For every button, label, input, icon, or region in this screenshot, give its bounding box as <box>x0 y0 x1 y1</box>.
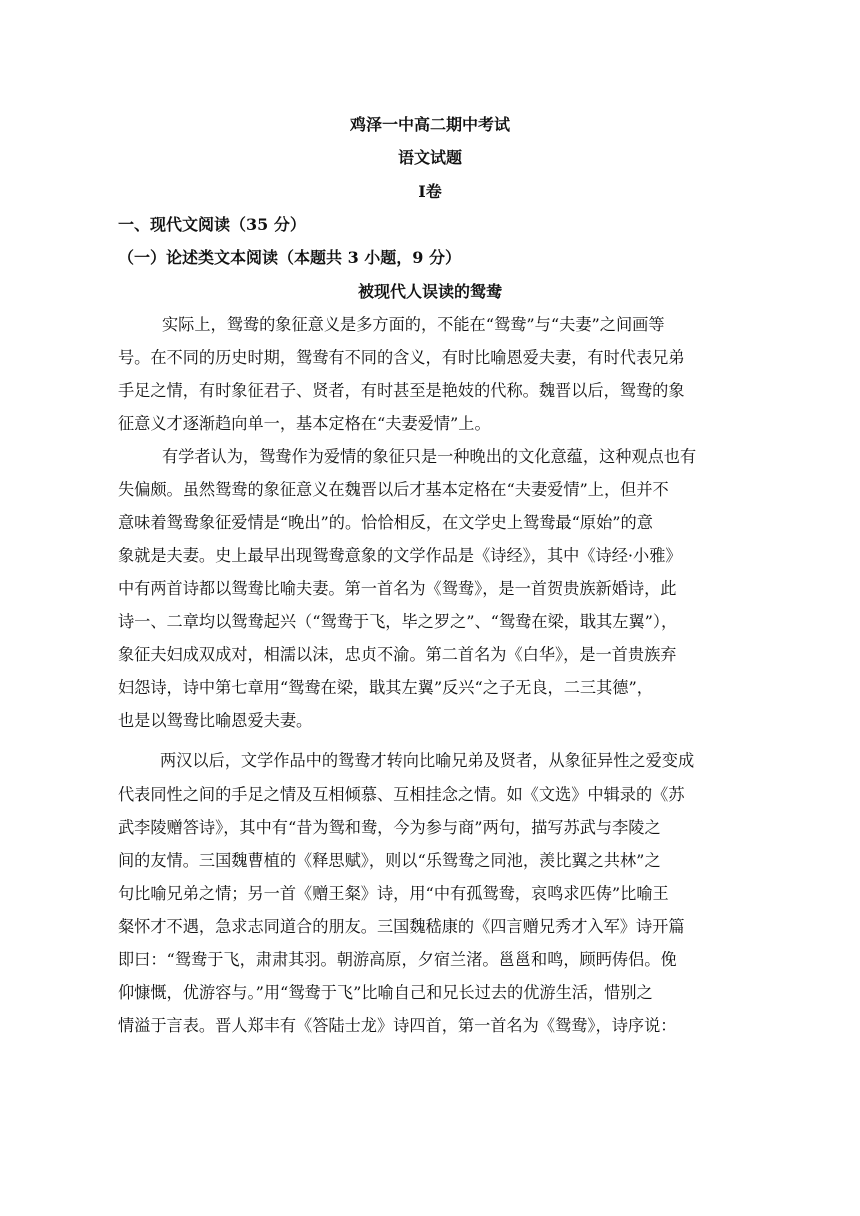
paragraph-line: 失偏颇。虽然鸳鸯的象征意义在魏晋以后才基本定格在“夫妻爱情”上，但并不 <box>118 480 669 499</box>
paragraph-line: 即曰：“鸳鸯于飞，肃肃其羽。朝游高原，夕宿兰渚。邕邕和鸣，顾眄俦侣。俛 <box>118 950 677 969</box>
volume-label: Ⅰ卷 <box>418 182 442 201</box>
paragraph-line: 妇怨诗，诗中第七章用“鸳鸯在梁，戢其左翼”反兴“之子无良，二三其德”， <box>118 678 653 697</box>
article-title: 被现代人误读的鸳鸯 <box>357 282 502 301</box>
paragraph-line: 句比喻兄弟之情；另一首《赠王粲》诗，用“中有孤鸳鸯，哀鸣求匹俦”比喻王 <box>118 884 669 903</box>
paragraph-line: 意味着鸳鸯象征爱情是“晚出”的。恰恰相反，在文学史上鸳鸯最“原始”的意 <box>118 513 653 532</box>
paragraph-line: 武李陵赠答诗》，其中有“昔为鸳和鸯，今为参与商”两句，描写苏武与李陵之 <box>118 818 661 837</box>
paragraph-line: 粲怀才不遇，急求志同道合的朋友。三国魏嵇康的《四言赠兄秀才入军》诗开篇 <box>118 917 685 936</box>
subsection-heading: （一）论述类文本阅读（本题共 3 小题，9 分） <box>118 248 461 267</box>
paragraph-line: 仰慷慨，优游容与。”用“鸳鸯于飞”比喻自己和兄长过去的优游生活，惜别之 <box>118 983 653 1002</box>
paragraph-line: 情溢于言表。晋人郑丰有《答陆士龙》诗四首，第一首名为《鸳鸯》，诗序说： <box>118 1016 677 1035</box>
paragraph-line: 象征夫妇成双成对，相濡以沫，忠贞不渝。第二首名为《白华》，是一首贵族弃 <box>118 645 677 664</box>
paragraph-line: 手足之情，有时象征君子、贤者，有时甚至是艳妓的代称。魏晋以后，鸳鸯的象 <box>118 381 685 400</box>
paragraph-line: 征意义才逐渐趋向单一，基本定格在“夫妻爱情”上。 <box>118 414 491 433</box>
paragraph-line: 代表同性之间的手足之情及互相倾慕、互相挂念之情。如《文选》中辑录的《苏 <box>118 785 685 804</box>
paragraph-line: 号。在不同的历史时期，鸳鸯有不同的含义，有时比喻恩爱夫妻，有时代表兄弟 <box>118 348 685 367</box>
paragraph-line: 中有两首诗都以鸳鸯比喻夫妻。第一首名为《鸳鸯》，是一首贺贵族新婚诗，此 <box>118 579 677 598</box>
paragraph-line: 也是以鸳鸯比喻恩爱夫妻。 <box>118 711 313 730</box>
subject-title: 语文试题 <box>397 148 462 167</box>
paragraph-line: 间的友情。三国魏曹植的《释思赋》，则以“乐鸳鸯之同池，羡比翼之共林”之 <box>118 851 661 870</box>
paragraph-line: 有学者认为，鸳鸯作为爱情的象征只是一种晚出的文化意蕴，这种观点也有 <box>162 447 697 466</box>
paragraph-line: 象就是夫妻。史上最早出现鸳鸯意象的文学作品是《诗经》，其中《诗经·小雅》 <box>118 546 682 565</box>
paragraph-line: 实际上，鸳鸯的象征意义是多方面的，不能在“鸳鸯”与“夫妻”之间画等 <box>162 315 665 334</box>
section-heading: 一、现代文阅读（35 分） <box>118 215 306 234</box>
paragraph-line: 两汉以后，文学作品中的鸳鸯才转向比喻兄弟及贤者，从象征异性之爱变成 <box>160 751 695 770</box>
paragraph-line: 诗一、二章均以鸳鸯起兴（“鸳鸯于飞，毕之罗之”、“鸳鸯在梁，戢其左翼”）， <box>118 612 678 631</box>
school-exam-title: 鸡泽一中高二期中考试 <box>349 115 510 134</box>
